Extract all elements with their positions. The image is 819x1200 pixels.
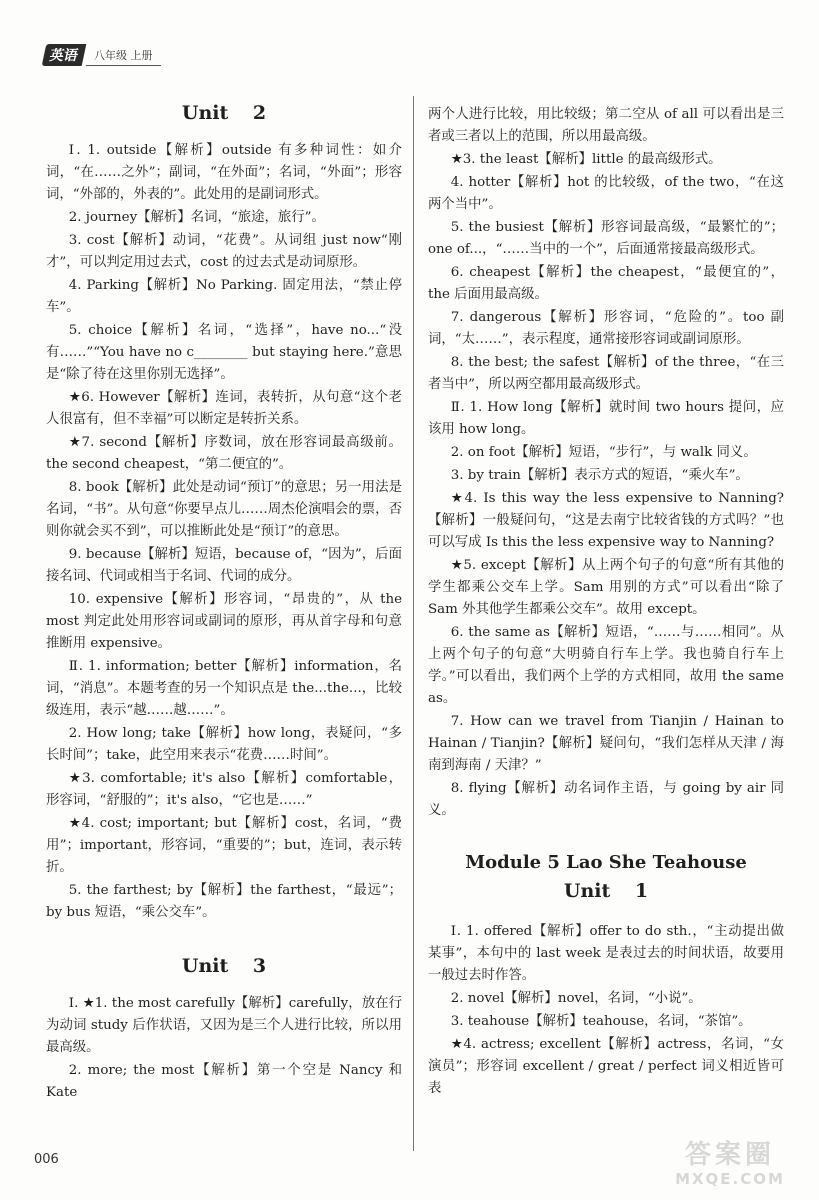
answer-item: 5. the farthest; by【解析】the farthest，“最远”；by bus 短语，“乘公交车”。 xyxy=(46,883,402,920)
watermark-text: 答案圈 xyxy=(684,1140,775,1170)
answer-item: 3. cost【解析】动词，“花费”。从词组 just now“刚才”，可以判定用过去式，cost 的过去式是动词原形。 xyxy=(46,233,402,270)
answer-item: 8. book【解析】此处是动词“预订”的意思；另一用法是名词，“书”。从句意“你要早点儿……周杰伦演唱会的票，否则你就会买不到”，可以推断此处是“预订”的意思。 xyxy=(46,480,402,539)
right-column xyxy=(428,104,784,1101)
answer-item: 9. because【解析】短语，because of，“因为”，后面接名词、代词或相当于名词、代词的成分。 xyxy=(46,547,402,584)
answer-item: 2. journey【解析】名词，“旅途，旅行”。 xyxy=(68,210,325,225)
answer-item: Ⅱ. 1. information; better【解析】information，名词，“消息”。本题考查的另一个知识点是 the...the...，比较级连用，表示“越……越……”。 xyxy=(46,659,402,718)
answer-item: ★4. cost; important; but【解析】cost，名词，“费用”；important，形容词，“重要的”；but，连词，表示转折。 xyxy=(46,816,402,875)
answer-item: 2. How long; take【解析】how long，表疑问，“多长时间”；take，此空用来表示“花费……时间”。 xyxy=(46,726,402,763)
answer-item: 6. cheapest【解析】the cheapest，“最便宜的”，the 后面用最高级。 xyxy=(428,265,784,302)
watermark-logo xyxy=(655,1140,805,1196)
answer-item: 7. dangerous【解析】形容词，“危险的”。too 副词，“太……”，表示程度，通常接形容词或副词原形。 xyxy=(428,310,784,347)
answer-item: 3. by train【解析】表示方式的短语，“乘火车”。 xyxy=(450,468,749,483)
left-column xyxy=(46,100,402,1105)
answer-item: 6. the same as【解析】短语，“……与……相同”。从上两个句子的句意“大明骑自行车上学。我也骑自行车上学。”可以看出，我们两个上学的方式相同，故用 the same as。 xyxy=(428,625,784,706)
unit-title: Unit 1 xyxy=(563,880,649,902)
unit-title: Unit 3 xyxy=(181,955,267,977)
unit-title: Unit 2 xyxy=(181,102,267,124)
answer-item: 2. on foot【解析】短语，“步行”，与 walk 同义。 xyxy=(450,445,757,460)
answer-item: ★6. However【解析】连词，表转折，从句意“这个老人很富有，但不幸福”可以断定是转折关系。 xyxy=(46,390,402,427)
answer-item: 3. teahouse【解析】teahouse，名词，“茶馆”。 xyxy=(450,1014,752,1029)
answer-item: 两个人进行比较，用比较级；第二空从 of all 可以看出是三者或三者以上的范围，所以用最高级。 xyxy=(428,107,784,144)
column-divider xyxy=(413,96,414,1151)
answer-item: Ⅰ. 1. offered【解析】offer to do sth.，“主动提出做某事”，本句中的 last week 是表过去的时间状语，故要用一般过去时作答。 xyxy=(428,924,784,983)
answer-item: 7. How can we travel from Tianjin / Hainan to Hainan / Tianjin?【解析】疑问句，“我们怎样从天津 / 海南到海南 / 天津？” xyxy=(428,714,784,773)
answer-item: 4. Parking【解析】No Parking. 固定用法，“禁止停车”。 xyxy=(46,278,402,315)
answer-item: ★3. comfortable; it's also【解析】comfortable，形容词，“舒服的”；it's also，“它也是……” xyxy=(46,771,402,808)
watermark-url: MXQE.COM xyxy=(675,1170,785,1188)
answer-item: 8. flying【解析】动名词作主语，与 going by air 同义。 xyxy=(428,781,784,818)
answer-item: Ⅰ. 1. outside【解析】outside 有多种词性：如介词，“在……之外”；副词，“在外面”；名词，“外面”；形容词，“外部的，外表的”。此处用的是副词形式。 xyxy=(46,143,402,202)
answer-item: 10. expensive【解析】形容词，“昂贵的”，从 the most 判定此处用形容词或副词的原形，再从首字母和句意推断用 expensive。 xyxy=(46,592,402,651)
answer-item: 5. the busiest【解析】形容词最高级，“最繁忙的”；one of...，“……当中的一个”，后面通常接最高级形式。 xyxy=(428,220,784,257)
answer-item: 4. hotter【解析】hot 的比较级，of the two，“在这两个当中”。 xyxy=(428,175,784,212)
page-header xyxy=(44,44,161,66)
answer-item: Ⅰ. ★1. the most carefully【解析】carefully，放在行为动词 study 后作状语，又因为是三个人进行比较，所以用最高级。 xyxy=(46,996,402,1055)
subject-badge: 英语 xyxy=(42,44,87,66)
module-title: Module 5 Lao She Teahouse xyxy=(465,852,747,873)
answer-item: 8. the best; the safest【解析】of the three，“在三者当中”，所以两空都用最高级形式。 xyxy=(428,355,784,392)
answer-item: Ⅱ. 1. How long【解析】就时间 two hours 提问，应该用 how long。 xyxy=(428,400,784,437)
answer-item: 2. novel【解析】novel，名词，“小说”。 xyxy=(450,991,702,1006)
page-number: 006 xyxy=(34,1152,59,1167)
answer-item: ★7. second【解析】序数词，放在形容词最高级前。the second cheapest，“第二便宜的”。 xyxy=(46,435,402,472)
grade-label: 八年级 上册 xyxy=(86,45,161,66)
answer-item: ★3. the least【解析】little 的最高级形式。 xyxy=(450,152,722,167)
answer-item: 2. more; the most【解析】第一个空是 Nancy 和 Kate xyxy=(46,1063,402,1100)
answer-item: ★4. actress; excellent【解析】actress，名词，“女演员”；形容词 excellent / great / perfect 词义相近皆可表 xyxy=(428,1037,784,1096)
answer-item: ★4. Is this way the less expensive to Nanning?【解析】一般疑问句，“这是去南宁比较省钱的方式吗？”也可以写成 Is this the less expensive way to Nanning? xyxy=(428,491,784,550)
answer-item: 5. choice【解析】名词，“选择”，have no...“没有……”“You have no c________ but staying here.”意思是“除了待在这里你别无选择”。 xyxy=(46,323,402,382)
answer-item: ★5. except【解析】从上两个句子的句意“所有其他的学生都乘公交车上学。Sam 用别的方式”可以看出“除了 Sam 外其他学生都乘公交车”。故用 except。 xyxy=(428,558,784,617)
